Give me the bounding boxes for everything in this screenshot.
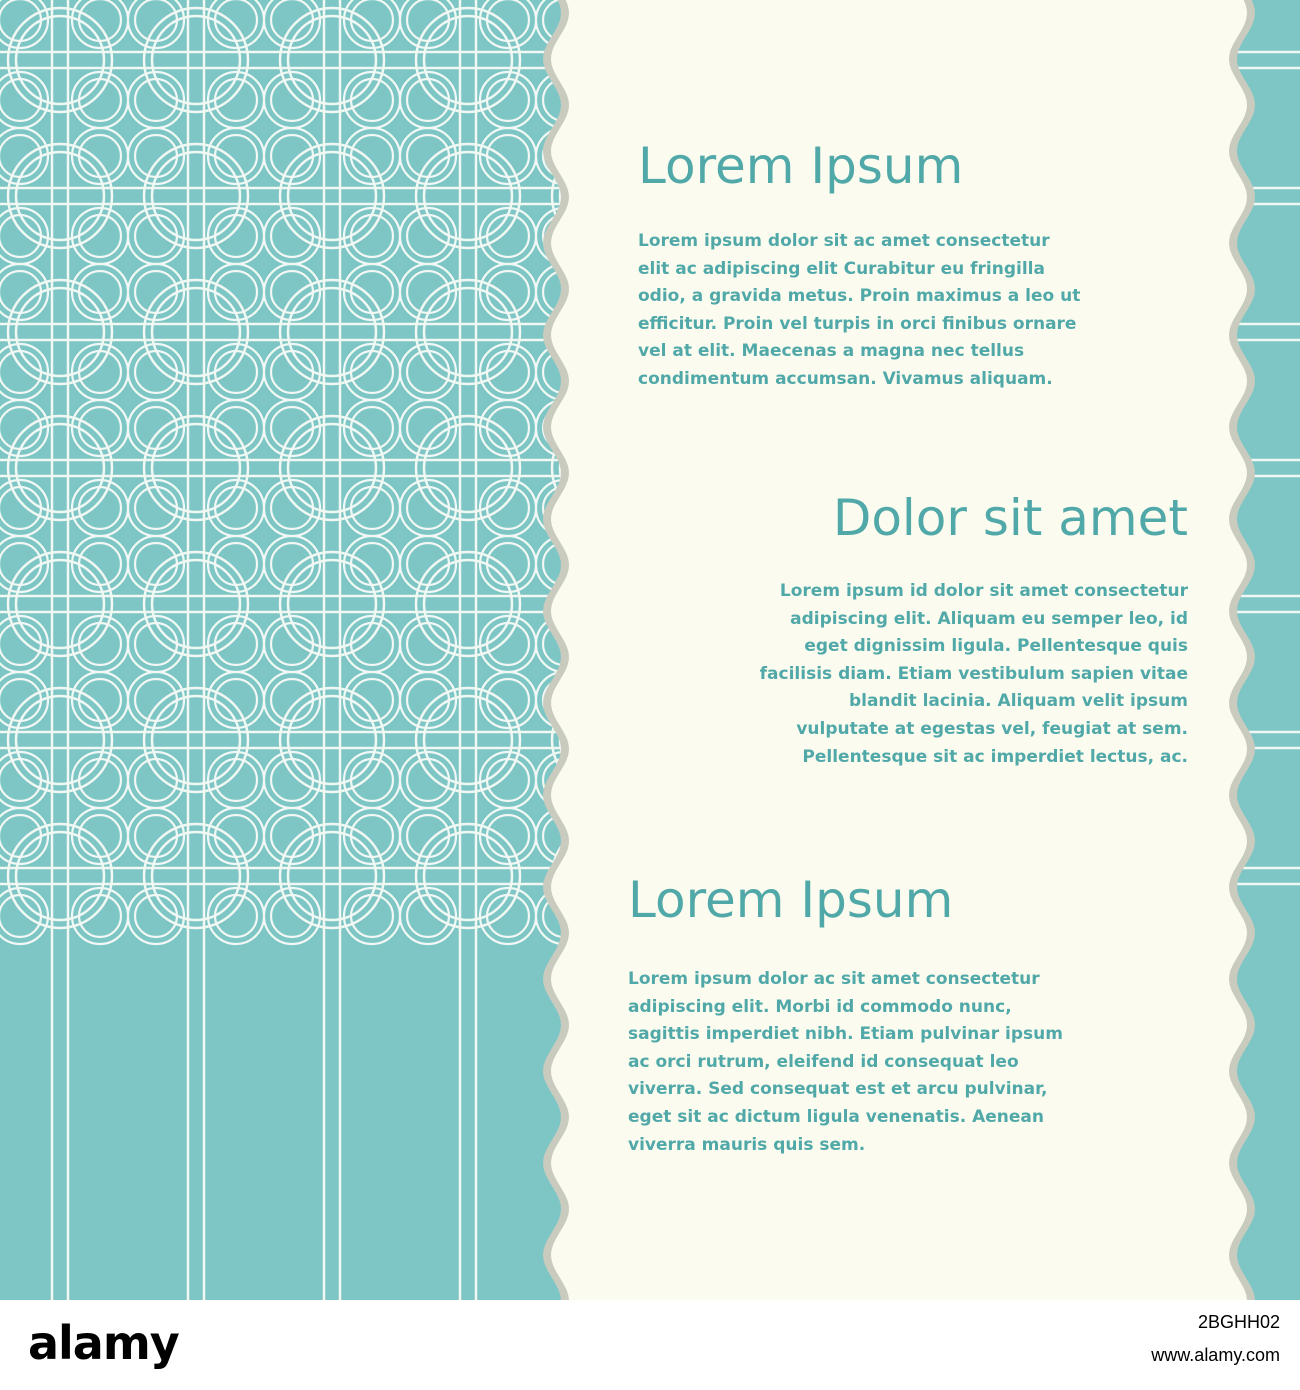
- heading-lorem-ipsum-bottom: Lorem Ipsum: [628, 871, 954, 929]
- image-id-label: 2BGHH02: [1197, 1312, 1280, 1332]
- heading-dolor-sit-amet: Dolor sit amet: [832, 489, 1188, 547]
- paragraph-top: Lorem ipsum dolor sit ac amet consectetur elit ac adipiscing elit Curabitur eu fringilla odio, a gravida metus. Proin maximus a leo ut efficitur. Proin vel turpis in orci finibus ornare vel at elit. Maecenas a magna nec tellus condimentum accumsan. Vivamus aliquam.: [638, 231, 1081, 389]
- site-url-label: www.alamy.com: [1151, 1345, 1280, 1365]
- paragraph-bottom: Lorem ipsum dolor ac sit amet consectetur adipiscing elit. Morbi id commodo nunc, sagittis imperdiet nibh. Etiam pulvinar ipsum ac orci rutrum, eleifend id consequat leo viverra. Sed consequat est et arcu pulvinar, eget sit ac dictum ligula venenatis. Aenean viverra mauris quis sem.: [628, 969, 1063, 1155]
- alamy-logo: alamy: [28, 1316, 179, 1370]
- heading-lorem-ipsum-top: Lorem Ipsum: [638, 137, 964, 195]
- footer-bar: [0, 1300, 1300, 1390]
- paragraph-middle: Lorem ipsum id dolor sit amet consectetur adipiscing elit. Aliquam eu semper leo, id eget dignissim ligula. Pellentesque quis facilisis diam. Etiam vestibulum sapien vitae blandit lacinia. Aliquam velit ipsum vulputate at egestas vel, feugiat at sem. Pellentesque sit ac imperdiet lectus, ac.: [759, 581, 1188, 767]
